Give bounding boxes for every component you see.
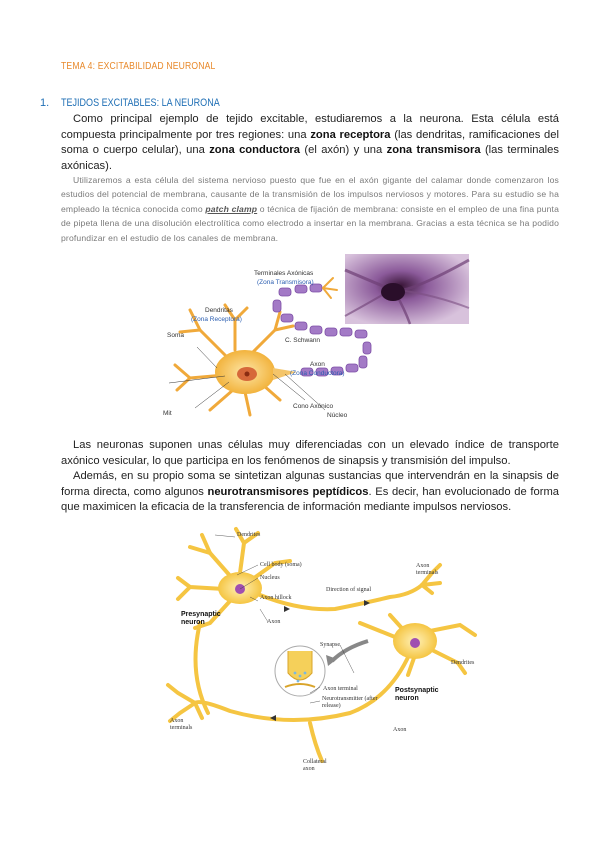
label-soma: Soma <box>167 332 184 339</box>
label-axon-terminals-bottom: Axon terminals <box>170 718 193 731</box>
label-postsynaptic: Postsynaptic neuron <box>395 687 439 702</box>
label-mit: Mit <box>163 410 172 417</box>
paragraph-peptides: Además, en su propio soma se sintetizan algunas sustancias que intervendrán en la sinapsis de forma directa, como algunos neurotransmisores peptídicos. Es decir, han evolucionado de forma que maximicen la eficacia de la transferencia de información mediante impulsos nerviosos. <box>61 470 559 513</box>
label-terminales: Terminales Axónicas <box>254 270 314 277</box>
label-axon: Axon <box>310 361 325 368</box>
label-cellbody: Cell body (soma) <box>260 562 302 568</box>
label-axon-zone: (Zona Conductora) <box>290 370 345 377</box>
label-terminales-zone: (Zona Transmisora) <box>257 279 314 286</box>
label-dendrites: Dendrites <box>237 532 261 538</box>
label-direction: Direction of signal <box>326 587 371 593</box>
neuron-diagram-1 <box>155 250 470 420</box>
label-schwann: C. Schwann <box>285 337 321 344</box>
neuron-diagram-2-svg <box>140 523 485 778</box>
label-axon-terminal: Axon terminal <box>323 686 358 692</box>
label-hillock: Axon hillock <box>260 595 292 601</box>
label-presynaptic: Presynaptic neuron <box>181 611 221 626</box>
label-axon-terminals-top: Axon terminals <box>416 563 439 576</box>
label-axon-2: Axon <box>393 727 407 733</box>
label-axon-1: Axon <box>267 619 281 625</box>
label-neurotransmitter: Neurotransmitter (after release) <box>322 696 378 709</box>
intro-paragraph: Como principal ejemplo de tejido excitable, estudiaremos a la neurona. Esta célula está compuesta principalmente por tres regiones: una zona receptora (las dendritas, ramificaciones del soma o cuerpo celular), una zona conductora (el axón) y una zona transmisora (las terminales axónicas). <box>61 113 559 172</box>
section-title: TEJIDOS EXCITABLES: LA NEURONA <box>61 97 220 109</box>
document-header: TEMA 4: EXCITABILIDAD NEURONAL <box>61 60 216 72</box>
label-dendritas: Dendritas <box>205 307 233 314</box>
label-dendritas-zone: (Zona Receptora) <box>191 316 242 323</box>
label-nucleo: Núcleo <box>327 412 348 419</box>
neuron-diagram-2 <box>140 523 485 778</box>
section-number: 1. <box>40 97 50 109</box>
label-nucleus: Nucleus <box>260 575 280 581</box>
label-synapse: Synapse <box>320 642 340 648</box>
label-collateral: Collateral axon <box>303 759 327 772</box>
label-cono: Cono Axónico <box>293 403 334 410</box>
paragraph-transport: Las neuronas suponen unas células muy diferenciadas con un elevado índice de transporte axónico vesicular, lo que participa en los fenómenos de sinapsis y transmisión del impulso. <box>61 439 559 467</box>
note-paragraph: Utilizaremos a esta célula del sistema nervioso puesto que fue en el axón gigante del calamar donde comenzaron los estudios del potencial de membrana, causante de la transmisión de los impulsos nerviosos y motores. Para su estudio se ha empleado la técnica conocida como patch clamp o técnica de fijación de membrana: consiste en el empleo de una fina punta de pipeta llena de una disolución electrolítica como electrodo a insertar en la membrana. Gracias a esta técnica se ha podido profundizar en el estudio de los canales de membrana. <box>61 175 559 243</box>
label-dendrites-2: Dendrites <box>451 660 475 666</box>
